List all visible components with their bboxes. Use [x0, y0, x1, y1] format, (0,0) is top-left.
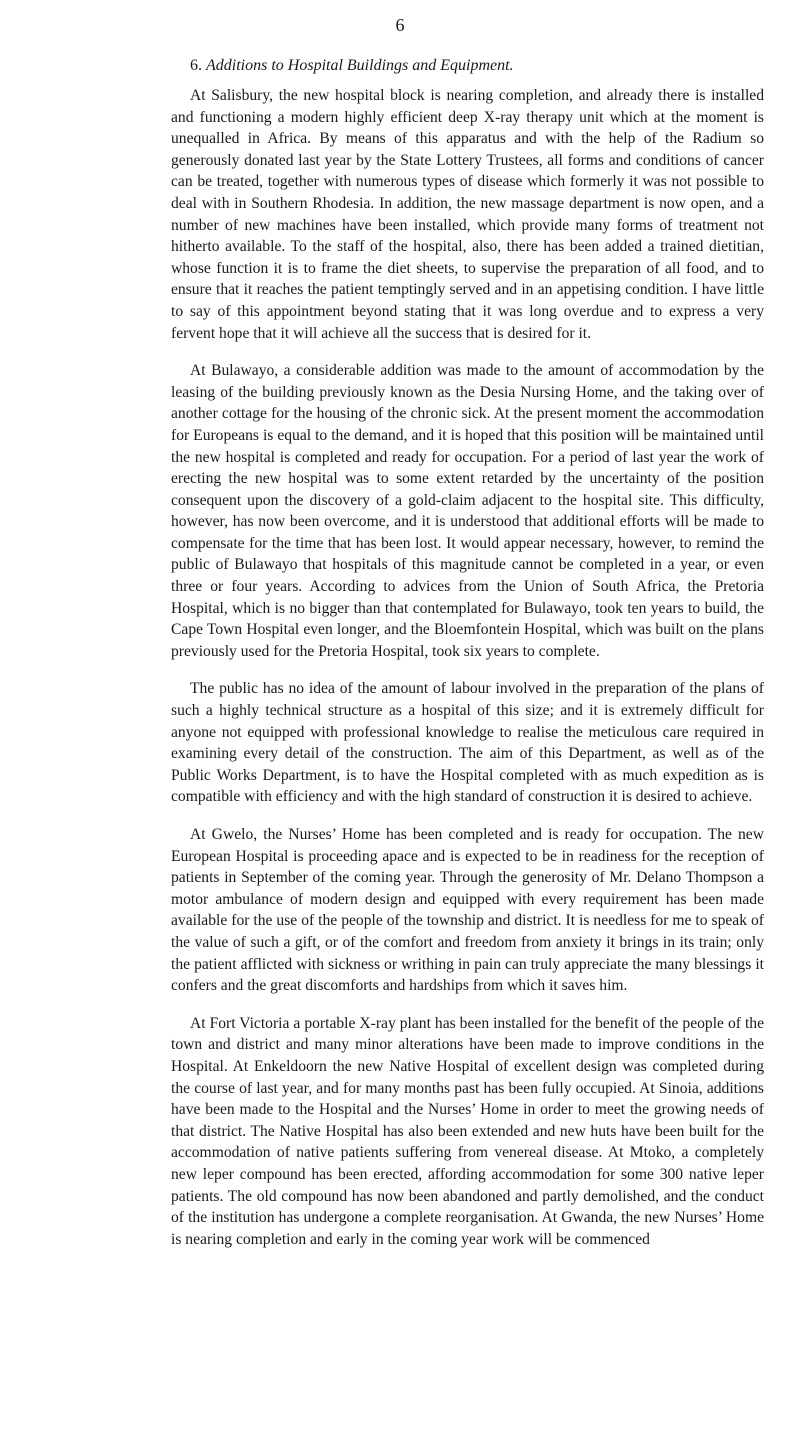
paragraph-gwelo: At Gwelo, the Nurses’ Home has been completed and is ready for occupation. The new European Hospital is proceeding apace and is expected to be in readiness for the reception of patients in September of the coming year. Through the generosity of Mr. Delano Thompson a motor ambulance of modern design and equipped with every requirement has been made available for the use of the people of the township and district. It is needless for me to speak of the value of such a gift, or of the comfort and freedom from anxiety it brings in its train; only the patient afflicted with sickness or writhing in pain can truly appreciate the many blessings it confers and the great discomforts and hardships from which it saves him.	[171, 826, 764, 995]
paragraph-public-labour: The public has no idea of the amount of labour involved in the preparation of the plans of such a highly technical structure as a hospital of this size; and it is extremely difficult for anyone not equipped with professional knowledge to realise the meticulous care required in examining every detail of the construction. The aim of this Department, as well as of the Public Works Department, is to have the Hospital completed with as much expedition as is compatible with efficiency and with the high standard of construction it is desired to achieve.	[171, 680, 764, 806]
section-number: 6.	[190, 57, 202, 74]
paragraph-bulawayo: At Bulawayo, a considerable addition was made to the amount of accommodation by the leasing of the building previously known as the Desia Nursing Home, and the taking over of another cottage for the housing of the chronic sick. At the present moment the accommodation for Europeans is equal to the demand, and it is hoped that this position will be maintained until the new hospital is completed and ready for occupation. For a period of last year the work of erecting the new hospital was to some extent retarded by the uncertainty of the position consequent upon the discovery of a gold-claim adjacent to the hospital site. This difficulty, however, has now been overcome, and it is understood that additional efforts will be made to compensate for the time that has been lost. It would appear necessary, however, to remind the public of Bulawayo that hospitals of this magnitude cannot be completed in a year, or even three or four years. According to advices from the Union of South Africa, the Pretoria Hospital, which is no bigger than that contemplated for Bulawayo, took ten years to build, the Cape Town Hospital even longer, and the Bloemfontein Hospital, which was built on the plans previously used for the Pretoria Hospital, took six years to complete.	[171, 362, 764, 660]
section-title: Additions to Hospital Buildings and Equipment.	[206, 57, 514, 74]
page-content	[171, 55, 764, 1250]
section-heading	[171, 55, 764, 77]
paragraph-salisbury: At Salisbury, the new hospital block is nearing completion, and already there is installed and functioning a modern highly efficient deep X-ray therapy unit which at the moment is unequalled in Africa. By means of this apparatus and with the help of the Radium so generously donated last year by the State Lottery Trustees, all forms and conditions of cancer can be treated, together with numerous types of disease which formerly it was not possible to deal with in Southern Rhodesia. In addition, the new massage department is now open, and a number of new machines have been installed, which provide many forms of treatment not hitherto available. To the staff of the hospital, also, there has been added a trained dietitian, whose function it is to frame the diet sheets, to supervise the preparation of all food, and to ensure that it reaches the patient temptingly served and in an appetising condition. I have little to say of this appointment beyond stating that it was long overdue and to express a very fervent hope that it will achieve all the success that is desired for it.	[171, 87, 764, 342]
page-number: 6	[395, 15, 405, 35]
paragraph-fort-victoria: At Fort Victoria a portable X-ray plant has been installed for the benefit of the people of the town and district and many minor alterations have been made to improve conditions in the Hospital. At Enkeldoorn the new Native Hospital of excellent design was completed during the course of last year, and for many months past has been fully occupied. At Sinoia, additions have been made to the Hospital and the Nurses’ Home in order to meet the growing needs of that district. The Native Hospital has also been extended and new huts have been built for the accommodation of native patients suffering from venereal disease. At Mtoko, a completely new leper compound has been erected, affording accommodation for some 300 native leper patients. The old compound has now been abandoned and partly demolished, and the conduct of the institution has undergone a complete reorganisation. At Gwanda, the new Nurses’ Home is nearing completion and early in the coming year work will be commenced	[171, 1014, 764, 1248]
